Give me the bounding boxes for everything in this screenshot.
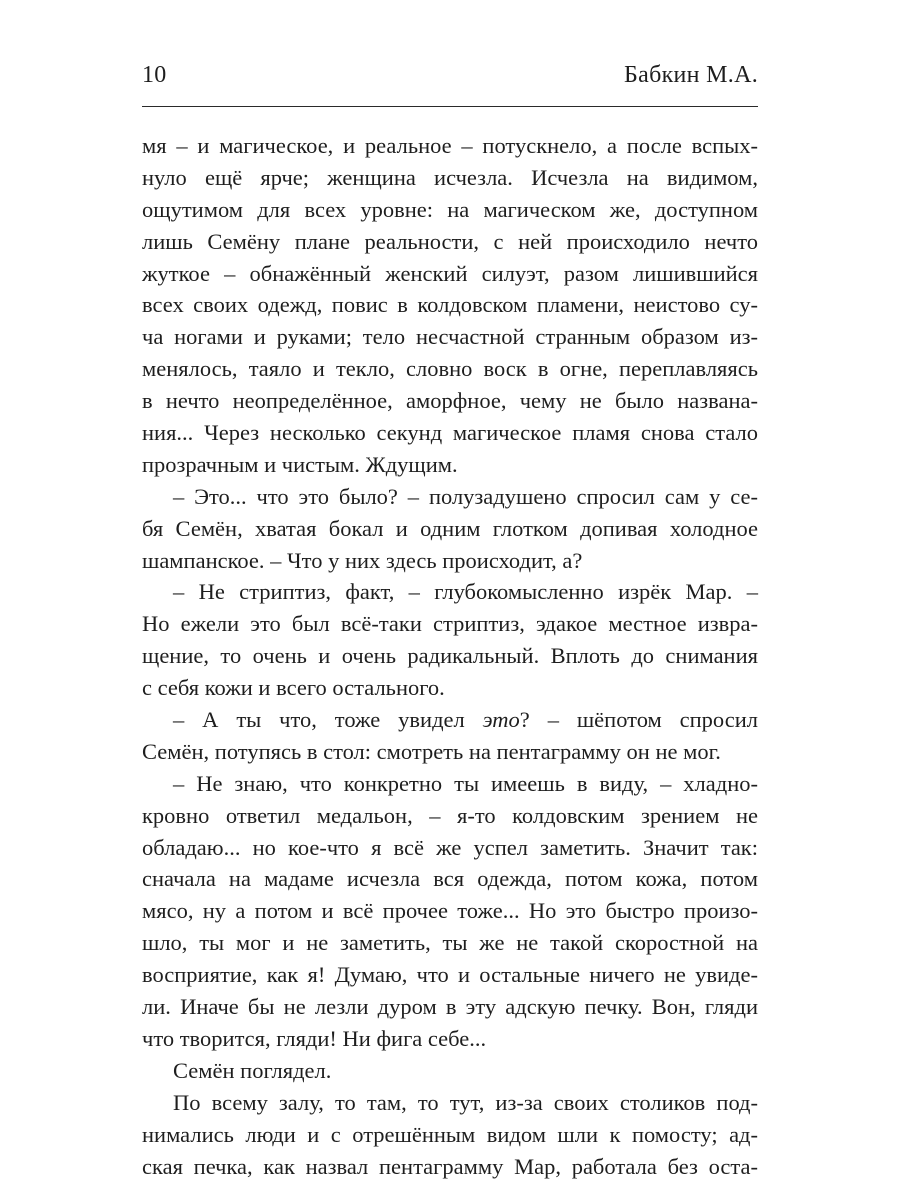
paragraph — [142, 130, 758, 481]
paragraph — [142, 1087, 758, 1183]
text-line: По всему залу, то там, то тут, из-за своих столиков под- — [173, 1089, 758, 1115]
body-text — [142, 130, 758, 1182]
text-line: обладаю... но кое-что я всё же успел заметить. Значит так: — [142, 834, 758, 860]
text-line: лишь Семёну плане реальности, с ней происходило нечто — [142, 228, 758, 254]
text-run: – А ты что, тоже увидел — [173, 707, 483, 733]
text-line: бя Семён, хватая бокал и одним глотком допивая холодное — [142, 515, 758, 541]
paragraph — [142, 704, 758, 768]
text-line: нимались люди и с отрешённым видом шли к помосту; ад- — [142, 1121, 758, 1147]
text-line: нуло ещё ярче; женщина исчезла. Исчезла на видимом, — [142, 164, 758, 190]
text-line: в нечто неопределённое, аморфное, чему не было названа- — [142, 388, 758, 414]
text-line — [142, 704, 758, 736]
text-run: ? – шёпотом спросил — [519, 707, 759, 733]
text-line: мя – и магическое, и реальное – потускнело, а после вспых- — [142, 133, 758, 158]
text-line: Семён поглядел. — [173, 1057, 332, 1083]
text-line: кровно ответил медальон, – я-то колдовским зрением не — [142, 802, 758, 828]
author-name: Бабкин М.А. — [624, 62, 758, 88]
text-line: жуткое – обнажённый женский силуэт, разом лишившийся — [142, 260, 758, 286]
text-line: мясо, ну а потом и всё прочее тоже... Но это быстро произо- — [142, 898, 758, 924]
text-line: всех своих одежд, повис в колдовском пламени, неистово су- — [142, 292, 758, 318]
paragraph — [142, 1055, 758, 1087]
text-line: прозрачным и чистым. Ждущим. — [142, 451, 458, 477]
paragraph — [142, 768, 758, 1055]
text-line: Семён, потупясь в стол: смотреть на пентаграмму он не мог. — [142, 738, 721, 764]
text-line: Но ежели это был всё-таки стриптиз, эдакое местное извра- — [142, 611, 758, 637]
text-line: ощутимом для всех уровне: на магическом же, доступном — [142, 196, 758, 222]
header-rule — [142, 106, 758, 107]
text-line: – Не знаю, что конкретно ты имеешь в виду, – хладно- — [173, 770, 758, 796]
text-line: восприятие, как я! Думаю, что и остальные ничего не увиде- — [142, 962, 758, 988]
text-line: ли. Иначе бы не лезли дуром в эту адскую печку. Вон, гляди — [142, 994, 758, 1020]
text-line: шампанское. – Что у них здесь происходит, а? — [142, 547, 583, 573]
text-line: ча ногами и руками; тело несчастной странным образом из- — [142, 324, 758, 350]
text-line: шло, ты мог и не заметить, ты же не такой скоростной на — [142, 930, 758, 956]
text-line: щение, то очень и очень радикальный. Вплоть до снимания — [142, 643, 758, 669]
paragraph — [142, 481, 758, 577]
text-line: – Это... что это было? – полузадушено спросил сам у се- — [173, 483, 758, 509]
text-line: – Не стриптиз, факт, – глубокомысленно изрёк Мар. – — [173, 579, 758, 605]
text-line: менялось, таяло и текло, словно воск в огне, переплавляясь — [142, 356, 758, 382]
text-line: с себя кожи и всего остального. — [142, 675, 445, 701]
text-line: сначала на мадаме исчезла вся одежда, потом кожа, потом — [142, 866, 758, 892]
text-line: ния... Через несколько секунд магическое пламя снова стало — [142, 420, 758, 446]
paragraph — [142, 576, 758, 704]
emphasis-text: это — [482, 707, 520, 733]
running-head — [142, 62, 758, 102]
page-number: 10 — [142, 62, 167, 88]
text-line: что творится, гляди! Ни фига себе... — [142, 1025, 487, 1051]
text-line: ская печка, как назвал пентаграмму Мар, работала без оста- — [142, 1153, 758, 1179]
